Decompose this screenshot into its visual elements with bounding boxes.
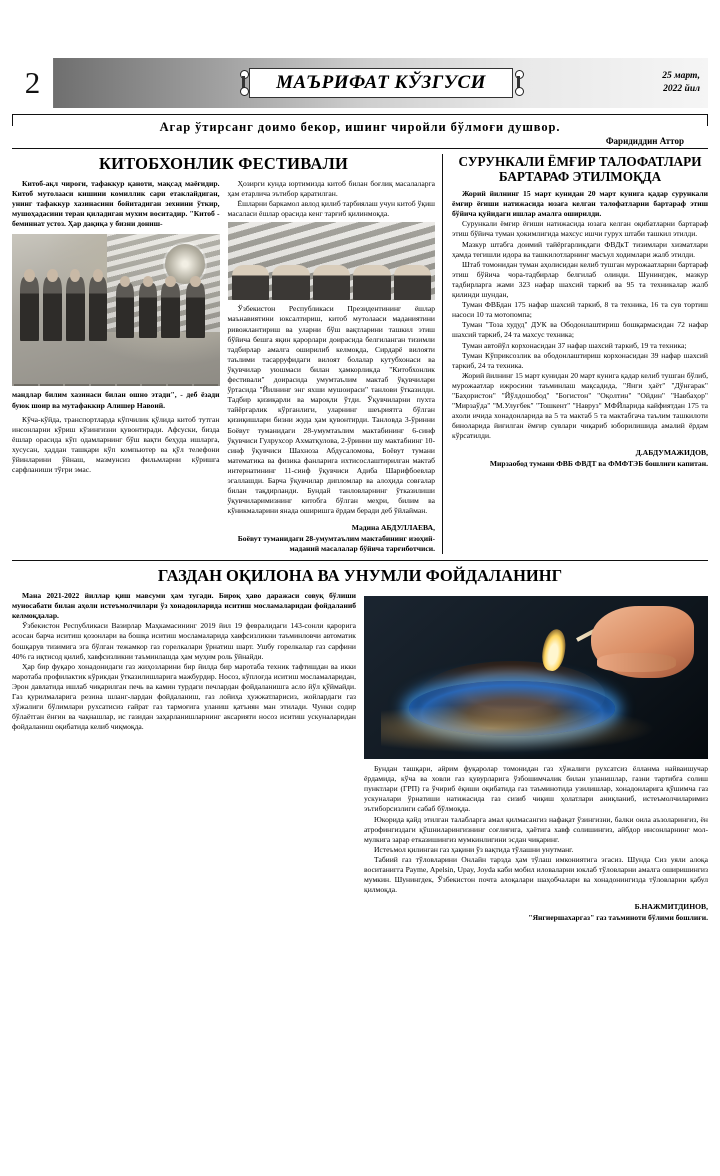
rain-p1: Жорий йилнинг 15 март кунидан 20 март кунига қадар сурункали ёмғир ёғиши натижасида юзага келган талофатларни бартараф этиш бўйича қуйидаги ишлар амалга оширилди. [452,189,708,219]
page-number: 2 [12,58,54,108]
festival-col1-p2: Кўча-кўйда, транспортларда кўпчилик қўлида китоб тутган инсонларни кўриш кўзингизни қувонтиради. Афсуски, бизда ёшлар орасида кўп одамларнинг бўш вақти беҳуда ишларга, хусусан, ҳаддан ташқари кўп компьютер ва қўл телефони ўйинларини ўйнаш, мазмунсиз фильмларни кўришга сарфланиши тўғри эмас. [12,414,220,475]
epigraph [12,114,708,149]
festival-column-1 [12,179,220,554]
rain-headline: СУРУНКАЛИ ЁМҒИР ТАЛОФАТЛАРИ БАРТАРАФ ЭТИЛМОҚДА [458,154,702,185]
rain-p4: Штаб томонидан туман аҳолисидан келиб тушган мурожаатларни бартараф этиш бўйича чора-тадбирлар белгилаб олинди. Шунингдек, мазкур тадбирларга жами 323 нафар шахсий таркиб ва 95 та техникалар жалб қилинди шундан, [452,259,708,300]
festival-col2-p2: Ёшларни баркамол авлод қилиб тарбиялаш учун китоб ўқиш масаласи ёшлар орасида кенг тарғиб қилинмоқда. [227,199,435,219]
rain-p6: Туман "Тоза худуд" ДУК ва Ободонлаштириш бошқармасидан 72 нафар шахсий таркиб, 24 та махсус техника; [452,320,708,340]
article-rain [448,152,708,554]
clasp-left-icon [238,71,249,95]
main-content-row [12,152,708,554]
rain-p8: Туман Кўприксозлик ва ободонлаштириш корхонасидан 39 нафар шахсий таркиб, 24 та техника. [452,350,708,370]
festival-col2-p1: Ҳозирги кунда юртимизда китоб билан боғлиқ масалаларга ҳам етарлича эътибор қаратилган. [227,179,435,199]
gas-stove-photo [364,596,708,759]
gas-c2-p1: Бундан ташқари, айрим фуқаролар томонидан газ хўжалиги рухсатсиз ёлланма найваишучар ёрдамида, кўча ва ховли газ қувурларига ўзбошимчалик билан уланишлар, газни тартибга солиш пунктлари (ГРП) га ўчириб ёқиши оқибатида газ таъминотида узилишлар, хонадонларига қўшимча газ ускуналари ўрнатиши натижасида газ сизиб чиқиш ҳолатлари аниқланиб, истеъмолчиларимиз эътиборсизлиги сабаб бўлмоқда. [364,764,708,814]
festival-photo-secondary [228,222,436,300]
article-gas [12,560,708,923]
masthead-date [662,70,700,96]
newspaper-page [0,58,720,1176]
rain-p7: Туман автойўл корхонасидан 37 нафар шахсий таркиб, 19 та техника; [462,340,687,350]
rain-p2: Сурункали ёмғир ёғиши натижасида юзага келган оқибатларни бартараф этиш бўйича туман ҳокимлигида махсус ишчи гурух штаби ташкил этилди. [452,219,708,239]
gas-signature [364,902,708,923]
gas-column-2 [364,591,708,923]
hand-icon [591,606,694,678]
festival-signature-name: Мадина АБДУЛЛАЕВА, [351,523,435,533]
gas-signature-name: Б.НАЖМИТДИНОВ, [634,902,708,912]
rain-signature [452,448,708,469]
gas-signature-role: "Янгиершахаргаз" газ таъминоти бўлими бошлиғи. [528,912,708,922]
date-line-2: 2022 йил [663,84,700,94]
date-line-1: 25 март, [662,71,700,82]
masthead-title: МАЪРИФАТ КЎЗГУСИ [249,68,513,98]
festival-col2-p3: Ўзбекистон Республикаси Президентининг ёшлар маънавиятини юксалтириш, китоб мутолааси маданиятини ривожлантириш ва уларни бўш вақтларини ташкил этиш бўйича бешга яқин қарорлари доирасида белгиланган тизимли тадбирлар амалга оширилиб келмоқда, Сирдарё вилояти таълими тасарруфидаги вилоят болалар кутубхонаси ва ўқувчилар уюшмаси билан ҳамкорликда "Китобхонлик фестивали" доирасида умумтаълим мактаб ўқувчилари ўртасида "Йилнинг энг яхши мушоираси" танлови ўтказилди. Тадбир қизиқарли ва мароқли ўтди. Ўқувчиларни пухта тайёргарлик кўрганлиги, уларнинг шеъриятга бўлган қизиқишлари бизни жуда ҳам қувонтирди. Танловда 3-ўринни Боёвут туманидаги 28-умумтаълим мактабининг 6-синф ўқувчиси Гулрухсор Ахматқулова, 2-ўринни шу мактабнинг 10-синф ўқувчиси Шахноза Абдусаломова, Боёвут тумани математика ва физика фанларига ихтисослаштирилган мактаб интернатининг 11-синф ўқувчиси Адиба Шарифбоевлар эгаллашди. Барча ўқувчилар дипломлар ва алоҳида совғалар билан тақдирланди. Бундай танловларнинг ўтказилиши ўқувчиларимизнинг китобга бўлган меҳри, билим ва кўникмаларини янада оширишга ёрдам беради деб ўйлайман. [227,304,435,516]
gas-c2-p3: Истеъмол қилинган газ ҳақини ўз вақтида тўлашни унутманг. [374,844,574,854]
gas-c1-p3: Ҳар бир фуқаро хонадонидаги газ жиҳозларини бир йилда бир маротаба техник тафтишдан ва икки маротаба профилактик кўрикдан ўтказилишларига мажбурдир. Носоз, кўплоғда иситиш мосламаларидан, Эрон давлатида ишлаб чиқарилган печь ва камин турдаги печлардан фойдаланишга асло йўл қўймайди. Газ қурилмаларига резина шланг-лардан фойдаланиш, газ лойиҳа ҳужжатларисиз, жойлардаги газ хўжалиги бўлимлари рухсатисиз ғайрат газ тармоғига уланиш қатъиян ман этилади. Чунки содир бўлаётган ёнғин ва чақнашлар, ис газидан заҳарланишларнинг аксарияти носоз иситиш ускуналаридан фойдаланиш оқибатида келиб чиқмоқда. [12,661,356,732]
rain-p5: Туман ФВБдан 175 нафар шахсий таркиб, 8 та техника, 16 та сув тортиш насоси 10 та мотопомпа; [452,300,708,320]
gas-c1-p2: Ўзбекистон Республикаси Вазирлар Маҳкамасининг 2019 йил 19 февралидаги 143-сонли қарорига асосан барча иситиш қозонлари ва бошқа иситиш мосламаларида хавфсизликни таъминловчи автоматик бошқарув тизимига эга бўлган тежамкор газ горелкалари ўрнатиш шарт. Ушбу горелкалар газ сарфини 40% га иқтисод қилиб, хавфсизликни таъминлашда ҳам муҳим роль ўйнайди. [12,621,356,661]
rain-signature-role: Мирзаобод тумани ФВБ ФВДТ ва ФМФТЭБ бошлиғи капитан. [489,458,708,468]
festival-columns [12,179,435,554]
masthead-band [54,58,708,108]
gas-columns [12,591,708,923]
gas-c1-p1: Мана 2021-2022 йиллар қиш мавсуми ҳам тугади. Бироқ ҳаво даражаси совуқ бўлиши муносабати билан аҳоли истеъмолчилари ўз хонадонларида иситиш мосламаларидан фойдаланиб келмоқдалар. [12,591,356,621]
epigraph-text: Агар ўтирсанг доимо бекор, ишинг чиройли бўлмоғи душвор. [159,120,561,134]
festival-signature [228,523,436,554]
gas-headline: ГАЗДАН ОҚИЛОНА ВА УНУМЛИ ФОЙДАЛАНИНГ [157,566,563,586]
gas-column-1 [12,591,356,923]
festival-photo-caption: мандлар билим хазинаси билан ошно этади", - деб ёзади буюк шоир ва мутафаккир Алишер Навоий. [12,390,220,410]
gas-c2-p2: Юкорида қайд этилган талабларга амал қилмасангиз нафақат ўзингизни, балки оила аъзоларингиз, ён атрофингиздаги қўшниларингизнинг соғлиғига, ҳаётига хавф солишингиз, айбдор инсонларнинг мол-мулкига зарар етказишингиз мумкинлигини эсдан чиқаринг. [364,814,708,844]
article-festival [12,152,442,554]
rain-signature-name: Д.АБДУМАЖИДОВ, [635,448,708,458]
festival-photo [12,234,220,386]
rain-p3: Мазкур штабга доимий тайёргарликдаги ФВДкТ тизимлари хизматлари ҳамда тегишли идора ва ташкилотларнинг масъул ходимлари жалб этилди. [452,239,708,259]
festival-column-2 [228,179,436,554]
clasp-right-icon [513,71,524,95]
masthead [12,58,708,108]
gas-c2-p4: Табиий газ тўловларини Онлайн тарзда ҳам тўлаш имкониятига эгасиз. Шунда Сиз уяли алоқа воситанигга Payme, Apelsin, Upay, Joyda каби мобил иловаларни юклаб тўловларни амалга оширишингиз мумкин. Шунингдек, Ўзбекистон почта алоқалари шаҳобчалари ва хонадонингизда тўловларни қабул қилмоқда. [364,854,708,895]
epigraph-author: Фаридиддин Аттор [605,136,684,146]
rain-p9: Жорий йилнинг 15 март кунидан 20 март кунига қадар келиб тушган бўлиб, мурожаатлар ижросини таъминлаш мақсадида, "Янги ҳаёт" "Дўнғарак" "Баҳористон" "Йўлдошобод" "Богистон" "Оқолтин" "Ойдин" "Навбаҳор" "Мирзаўда" "М.Улуғбек" "Тошкент" "Навруз" МФЙларида кайфиятдан 175 та ахоли ичида хонадонларида ва 5 та мактаб 5 та мактабгача таълим ташкилоти биноларида йиғилган ёмғир сувлари чиқариб юборилишида амалий ёрдам кўрсатилди. [452,370,708,441]
column-divider [442,154,443,554]
festival-col1-p1: Китоб-ақл чироғи, тафаккур қаноти, мақсад маёғидир. Китоб мутолааси кишини комиллик сари етаклайдиган, унинг тафаккур хазинасини бойитадиган зехнини ўткир, мушоҳадасини теран қиладиган мухим воситадир. "Китоб - беминнат устоз. Ҳар дақиқа у бизни дониш- [12,179,220,229]
festival-headline: КИТОБХОНЛИК ФЕСТИВАЛИ [98,154,349,173]
festival-signature-role: Боёвут туманидаги 28-умумтаълим мактабининг изоҳий-маданий масалалар бўйича тарғиботчиси. [237,533,435,553]
